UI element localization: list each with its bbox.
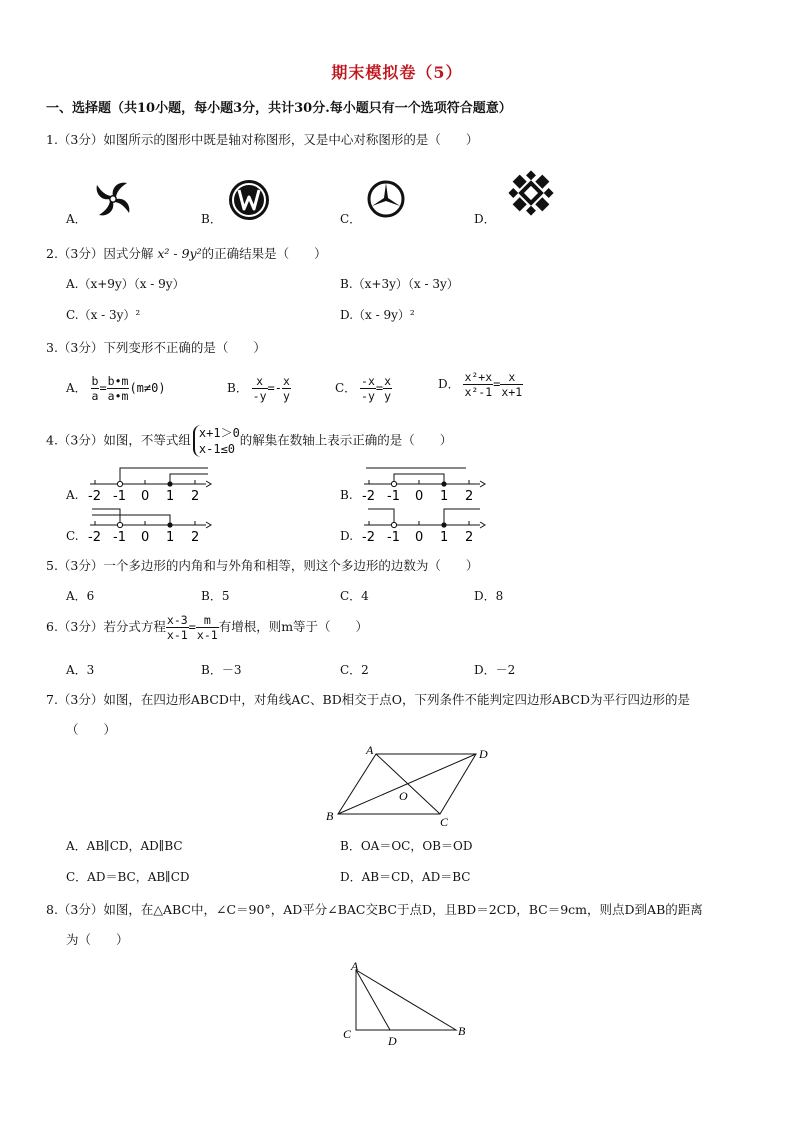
numerator: x [500,370,523,385]
numerator: b [91,374,99,388]
q1-option-a-label: A． [66,212,87,226]
q3-option-b [227,374,291,403]
q3-d-fraction-right [500,370,523,399]
q3-option-c [335,374,392,403]
tick-label: 2 [465,489,474,504]
vertex-label-a: A [351,959,359,973]
q4-option-a-label: A. [66,488,79,502]
tick-label: -1 [387,489,400,504]
vertex-label-d: D [479,747,488,761]
vertex-label-b: B [458,1024,466,1038]
equals-sign: = [493,377,501,391]
pinwheel-figure [90,177,136,221]
right-triangle-figure [338,958,474,1048]
q2-option-b: B.（x+3y）（x - 3y） [340,277,459,291]
tick-label: 0 [141,489,150,504]
question-1-stem: 1.（3分）如图所示的图形中既是轴对称图形，又是中心对称图形的是（ ） [46,132,479,147]
vertex-label-a: A [366,743,374,757]
question-3-stem: 3.（3分）下列变形不正确的是（ ） [46,340,266,355]
question-7-stem-cont: （ ） [66,722,117,737]
numerator: -x [361,374,375,388]
q3-c-label: C． [335,381,357,395]
denominator: x-1 [166,628,188,642]
number-line-a [88,462,213,504]
vertex-label-b: B [326,809,334,823]
q6-fraction-left [166,613,189,642]
q2-option-a: A.（x+9y）（x - 9y） [66,277,185,291]
q4-stem-suffix: 的解集在数轴上表示正确的是（ ） [239,432,453,448]
q3-b-fraction-left [252,374,268,403]
denominator: a [91,389,99,403]
q4-stem-prefix: 4.（3分）如图，不等式组 [46,432,191,448]
q3-a-label: A． [66,381,87,395]
q3-a-condition: (m≠0) [129,381,166,395]
denominator: y [384,389,392,403]
q3-option-d [438,370,523,399]
q7-option-a: A．AB∥CD，AD∥BC [66,839,183,853]
denominator: -y [361,389,375,403]
q7-option-b: B．OA＝OC，OB＝OD [340,839,473,853]
tick-label: 1 [440,489,449,504]
parallelogram-figure [320,742,500,828]
numerator: x [252,374,268,389]
q6-option-d: D．－2 [474,663,516,677]
q2-option-c: C.（x - 3y）² [66,308,141,322]
tick-label: 2 [191,489,200,504]
number-line-d [362,503,487,545]
q1-option-b-label: B． [201,212,222,226]
tick-label: -2 [362,530,375,545]
denominator: y [282,389,290,403]
denominator: -y [252,389,267,403]
diamond-cross-figure [502,164,560,222]
point-label-d: D [388,1034,397,1048]
question-8-stem: 8.（3分）如图，在△ABC中，∠C＝90°，AD平分∠BAC交BC于点D，且BD＝2CD，BC＝9cm，则点D到AB的距离 [46,902,703,917]
q3-b-fraction-right [282,374,291,403]
vw-logo-figure [227,179,271,221]
q6-stem-suffix: 有增根，则m等于（ ） [218,619,369,634]
question-6-stem [46,613,368,642]
equals-sign: = [188,620,196,634]
section-heading: 一、选择题（共10小题，每小题3分，共计30分.每小题只有一个选项符合题意） [46,101,512,116]
equals-sign: = [99,381,107,395]
q3-c-fraction-left [360,374,376,403]
q6-option-a: A．3 [66,663,95,677]
equals-minus-sign: =- [267,381,282,395]
numerator: x²+x [464,370,493,384]
number-line-c [88,503,213,545]
question-7-stem: 7.（3分）如图，在四边形ABCD中，对角线AC、BD相交于点O，下列条件不能判定四边形ABCD为平行四边形的是 [46,692,690,707]
q4-option-d-label: D. [340,529,354,543]
numerator: x [384,374,392,388]
denominator: x²-1 [464,385,493,399]
intersection-label-o: O [399,789,408,803]
inequality-2: x-1≤0 [198,442,236,456]
q2-option-d: D.（x - 9y）² [340,308,415,322]
tick-label: 0 [415,530,424,545]
equals-sign: = [375,381,384,395]
question-2-stem [46,244,327,262]
q2-expression: x² - 9y² [157,246,202,261]
q3-d-fraction-left [463,370,493,399]
q5-option-d: D．8 [474,589,504,603]
tick-label: -2 [88,489,101,504]
numerator: x [282,374,290,388]
question-5-stem: 5.（3分）一个多边形的内角和与外角和相等，则这个多边形的边数为（ ） [46,558,479,573]
numerator: m [196,613,219,628]
q3-b-label: B． [227,381,248,395]
q2-stem-suffix: 的正确结果是（ ） [201,246,327,261]
tick-label: 1 [440,530,449,545]
question-4-stem [46,425,452,457]
q4-option-c-label: C. [66,529,79,543]
inequality-system [193,425,240,457]
tick-label: -2 [362,489,375,504]
tick-label: 0 [415,489,424,504]
denominator: x+1 [501,385,523,399]
tick-label: 1 [166,530,175,545]
q3-d-label: D． [438,377,460,391]
q6-fraction-right [196,613,219,642]
q1-option-c-label: C． [340,212,362,226]
number-line-b [362,462,487,504]
numerator: x-3 [166,613,188,627]
q5-option-c: C．4 [340,589,369,603]
q5-option-b: B．5 [201,589,230,603]
inequality-1: x+1＞0 [198,426,240,440]
denominator: a•m [107,389,129,403]
tick-label: 2 [191,530,200,545]
numerator: b•m [107,374,129,388]
tick-label: 2 [465,530,474,545]
q2-stem-prefix: 2.（3分）因式分解 [46,246,158,261]
q5-option-a: A．6 [66,589,95,603]
denominator: x-1 [196,628,218,642]
q3-a-fraction-right [107,374,130,403]
q7-option-d: D．AB＝CD，AD＝BC [340,870,471,884]
tick-label: -2 [88,530,101,545]
q4-option-b-label: B. [340,488,353,502]
vertex-label-c: C [440,815,449,829]
tick-label: -1 [113,530,126,545]
tick-label: 1 [166,489,175,504]
tick-label: -1 [113,489,126,504]
q1-option-d-label: D． [474,212,496,226]
q3-c-fraction-right [383,374,392,403]
q7-option-c: C．AD＝BC，AB∥CD [66,870,190,884]
star-circle-figure [366,179,406,219]
q6-option-b: B．－3 [201,663,242,677]
q6-option-c: C．2 [340,663,369,677]
vertex-label-c: C [343,1027,352,1041]
q3-option-a [66,374,166,403]
tick-label: 0 [141,530,150,545]
question-8-stem-cont: 为（ ） [66,932,129,947]
q6-stem-prefix: 6.（3分）若分式方程 [46,619,166,634]
page-title: 期末模拟卷（5） [331,63,463,82]
tick-label: -1 [387,530,400,545]
